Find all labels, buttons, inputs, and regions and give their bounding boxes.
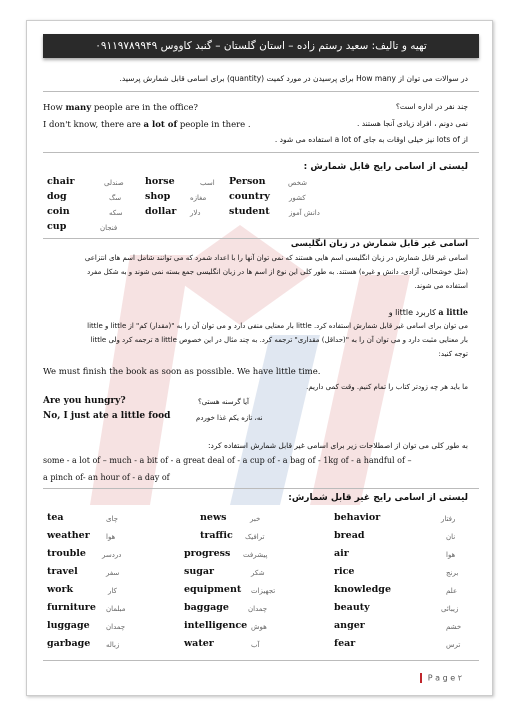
uncountable-word-fa: خبر [250, 515, 261, 523]
expressions-line-2: a pinch of- an hour of - a day of [43, 473, 170, 482]
uncountable-word-fa: رفتار [441, 515, 456, 523]
expressions-line-1: some - a lot of – much - a bit of - a great deal of - a cup of - a bag of - 1kg of - a handful of – [43, 456, 412, 465]
little-heading: a little کاربرد little و [388, 307, 468, 317]
example-answer-fa: نمی دونم ، افراد زیادی آنجا هستند . [356, 119, 468, 128]
uncountable-paragraph-1: اسامی غیر قابل شمارش در زبان انگلیسی اسم هایی هستند که نمی توان آنها را با اعداد شمرد که می توانند شامل اسم های انتزاعی [84, 254, 468, 262]
uncountable-word-fa: دردسر [102, 551, 122, 559]
countable-word-fa: صندلی [104, 179, 124, 187]
footer-page-number: ۲ [457, 673, 462, 683]
uncountable-word: rice [334, 566, 355, 577]
uncountable-word-fa: آب [251, 641, 260, 649]
uncountable-word: travel [47, 566, 78, 577]
uncountable-word-fa: چمدان [248, 605, 268, 613]
countable-word: coin [47, 206, 70, 217]
uncountable-word: beauty [334, 602, 370, 613]
uncountable-word: sugar [184, 566, 215, 577]
example-question: How many people are in the office? [43, 103, 198, 113]
uncountable-word: work [47, 584, 74, 595]
countable-word: chair [47, 176, 75, 187]
little-line-2: بار معنایی مثبت دارد و می توان آن را به "(حداقل) مقداری" ترجمه کرد. به چند مثال در این خصوص a little ترجمه کرد ولی little [90, 336, 468, 344]
uncountable-word-fa: زیبائی [441, 605, 459, 613]
uncountable-word-fa: کار [108, 587, 117, 595]
uncountable-word: anger [334, 620, 365, 631]
countable-word-fa: سکه [109, 209, 123, 217]
footer-accent-bar [420, 673, 422, 683]
countable-word: country [229, 191, 270, 202]
divider [43, 660, 479, 661]
uncountable-word: intelligence [184, 620, 248, 631]
countable-word: horse [145, 176, 175, 187]
uncountable-word: fear [334, 638, 356, 649]
uncountable-word-fa: هوش [251, 623, 267, 631]
little-example-1-fa: ما باید هر چه زودتر کتاب را تمام کنیم. وقت کمی داریم. [306, 383, 468, 391]
uncountable-word-fa: شکر [251, 569, 265, 577]
uncountable-word-fa: هوا [106, 533, 116, 541]
page-footer [420, 673, 462, 683]
uncountable-word-fa: تجهیزات [251, 587, 276, 595]
example-note-fa: از lots of نیز خیلی اوقات به جای a lot of استفاده می شود . [274, 135, 468, 144]
header-bar [43, 34, 479, 58]
expressions-intro: به طور کلی می توان از اصطلاحات زیر برای اسامی غیر قابل شمارش استفاده کرد: [208, 441, 468, 450]
little-line-3: توجه کنید: [438, 350, 468, 358]
uncountable-word-fa: نان [446, 533, 456, 541]
uncountable-word: baggage [184, 602, 229, 613]
divider [43, 91, 479, 92]
countable-word: student [229, 206, 270, 217]
header-phone: ۰۹۱۱۹۷۸۹۹۴۹ [95, 40, 158, 52]
countable-word-fa: اسب [200, 179, 215, 187]
uncountable-section-title: اسامی غیر قابل شمارش در زبان انگلیسی [290, 239, 468, 249]
uncountable-word: traffic [200, 530, 233, 541]
uncountable-word-fa: مبلمان [106, 605, 126, 613]
little-line-1: می توان برای اسامی غیر قابل شمارش استفاده کرد. little بار معنایی منفی دارد و می توان آن را به "(مقدار) کم" از little و little [87, 322, 468, 330]
uncountable-word: luggage [47, 620, 90, 631]
divider [43, 488, 479, 489]
countable-heading: لیستی از اسامی رایج قابل شمارش : [303, 162, 468, 172]
countable-word-fa: کشور [289, 194, 306, 202]
uncountable-word: equipment [184, 584, 242, 595]
little-example-2-answer: No, I just ate a little food [43, 411, 171, 421]
uncountable-paragraph-2: (مثل خوشحالی، آزادی، دانش و غیره) هستند. به طور کلی این نوع از اسم ها در زبان انگلیسی جمع بسته نمی شوند و به شکل مفرد [87, 268, 468, 276]
little-example-2-question-fa: آیا گرسنه هستی؟ [198, 398, 249, 406]
uncountable-word: air [334, 548, 349, 559]
divider [43, 152, 479, 153]
uncountable-word-fa: علم [446, 587, 458, 595]
countable-word-fa: مغازه [190, 194, 207, 202]
uncountable-word: news [200, 512, 227, 523]
little-example-1: We must finish the book as soon as possible. We have little time. [43, 367, 321, 377]
countable-word-fa: دانش آموز [289, 209, 320, 217]
uncountable-word: garbage [47, 638, 91, 649]
uncountable-word-fa: پیشرفت [243, 551, 268, 559]
footer-label: P a g e [427, 673, 456, 683]
uncountable-word-fa: سفر [106, 569, 120, 577]
example-question-fa: چند نفر در اداره است؟ [395, 102, 468, 111]
example-answer: I don't know, there are a lot of people in there . [43, 120, 251, 130]
uncountable-word: bread [334, 530, 365, 541]
header-title: تهیه و تالیف: سعید رستم زاده – استان گلستان – گنبد کاووس [160, 40, 427, 52]
uncountable-word: trouble [47, 548, 86, 559]
countable-word-fa: شخص [288, 179, 307, 187]
countable-word-fa: دلار [190, 209, 201, 217]
uncountable-word-fa: ترافیک [245, 533, 265, 541]
uncountable-list-heading: لیستی از اسامی رایج غیر قابل شمارش: [288, 493, 468, 503]
uncountable-word-fa: چمدان [106, 623, 126, 631]
uncountable-word: progress [184, 548, 231, 559]
uncountable-word-fa: برنج [446, 569, 459, 577]
uncountable-word: tea [47, 512, 64, 523]
uncountable-word-fa: ترس [446, 641, 461, 649]
countable-word-fa: فنجان [100, 224, 118, 232]
uncountable-word-fa: زباله [106, 641, 120, 649]
countable-word-fa: سگ [109, 194, 122, 202]
little-example-2-question: Are you hungry? [43, 396, 126, 406]
countable-word: dollar [145, 206, 177, 217]
uncountable-word: furniture [47, 602, 96, 613]
uncountable-paragraph-3: استفاده می شوند. [414, 282, 468, 290]
uncountable-word: behavior [334, 512, 381, 523]
intro-text: در سوالات می توان از How many برای پرسیدن در مورد کمیت (quantity) برای اسامی قابل شمارش پرسید. [119, 74, 468, 83]
uncountable-word-fa: چای [106, 515, 118, 523]
countable-word: cup [47, 221, 67, 232]
uncountable-word-fa: هوا [446, 551, 456, 559]
countable-word: shop [145, 191, 171, 202]
uncountable-word-fa: خشم [446, 623, 462, 631]
uncountable-word: water [184, 638, 214, 649]
uncountable-word: weather [47, 530, 90, 541]
uncountable-word: knowledge [334, 584, 391, 595]
little-example-2-answer-fa: نه، تازه یکم غذا خوردم [196, 414, 263, 422]
countable-word: dog [47, 191, 67, 202]
countable-word: Person [229, 176, 266, 187]
